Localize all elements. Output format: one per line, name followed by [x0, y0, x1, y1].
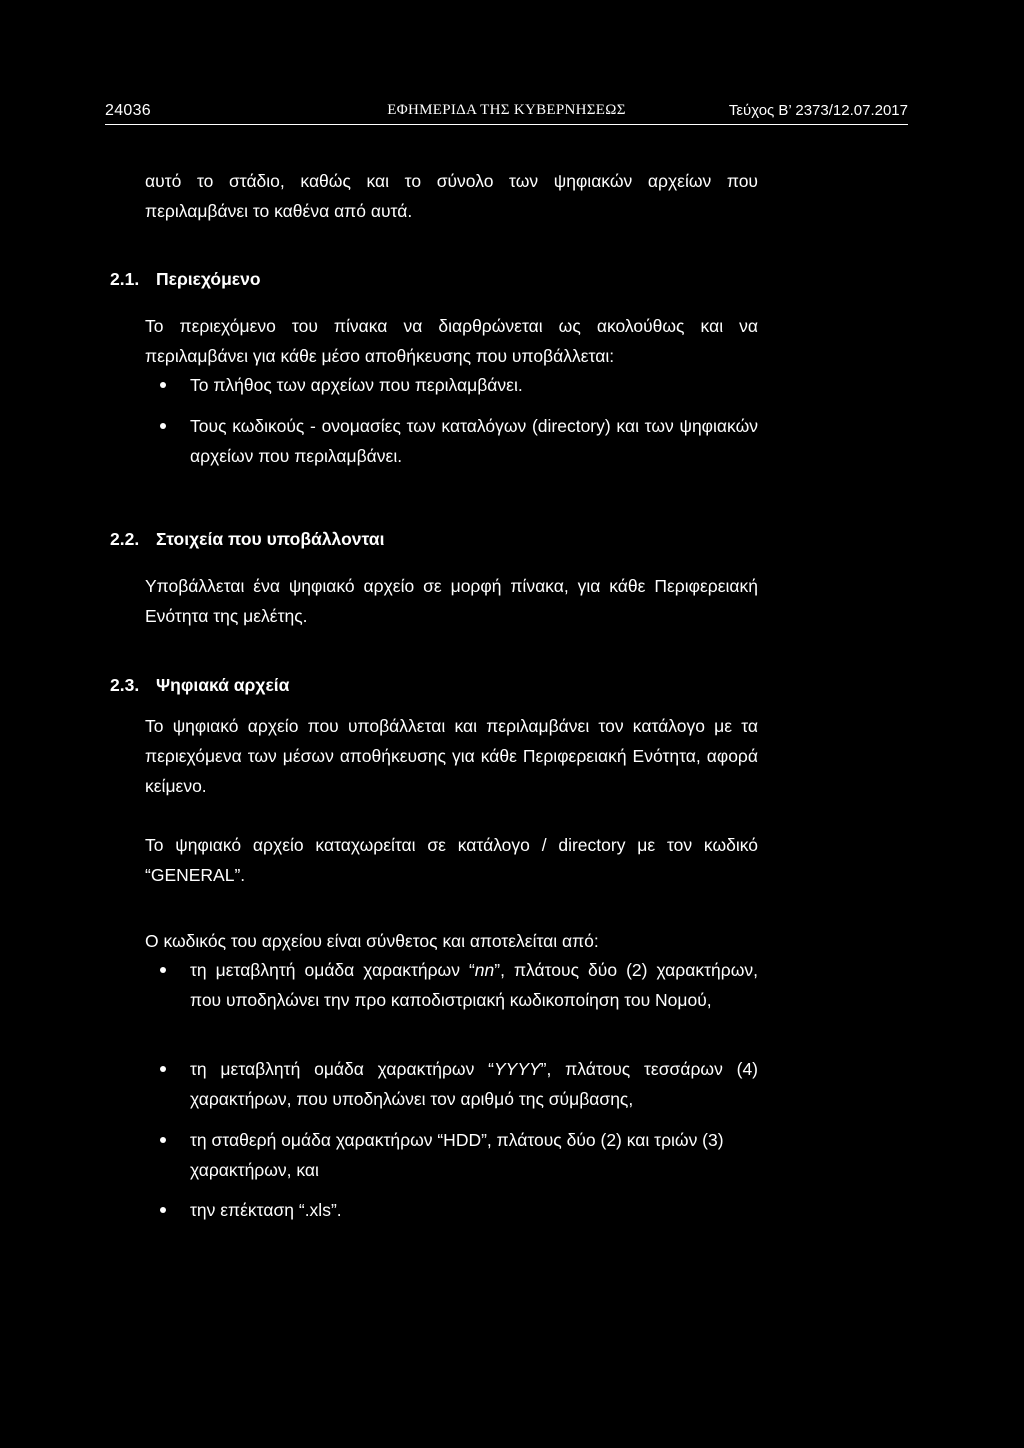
variable-code: YYYY — [493, 1059, 541, 1079]
intro-paragraph: αυτό το στάδιο, καθώς και το σύνολο των ψηφιακών αρχείων που περιλαμβάνει το καθένα από αυτά. — [145, 171, 758, 221]
page-number: 24036 — [105, 102, 151, 119]
list-item-text — [190, 955, 758, 1015]
list-item-text: τη σταθερή ομάδα χαρακτήρων “HDD”, πλάτους δύο (2) και τριών (3) χαρακτήρων, και — [190, 1130, 724, 1180]
issue-info: Τεύχος Β’ 2373/12.07.2017 — [728, 102, 908, 119]
list-item — [160, 1054, 758, 1114]
section-title: Ψηφιακά αρχεία — [156, 675, 290, 695]
list-item-text-part: ”, πλάτους δύο (2) χαρακτήρων, που υποδηλώνει την προ καποδιστριακή κωδικοποίηση του Νομού, — [190, 960, 758, 1010]
section-2-2-paragraph: Υποβάλλεται ένα ψηφιακό αρχείο σε μορφή πίνακα, για κάθε Περιφερειακή Ενότητα της μελέτης. — [145, 576, 758, 626]
list-item — [160, 411, 758, 471]
list-item-text — [190, 1054, 758, 1114]
section-2-2-heading — [110, 524, 384, 554]
list-item-text-part: ”, πλάτους τεσσάρων (4) χαρακτήρων, που υποδηλώνει τον αριθμό της σύμβασης, — [190, 1059, 759, 1109]
bullet-icon — [160, 382, 166, 388]
section-2-3-paragraph-1: Το ψηφιακό αρχείο που υποβάλλεται και περιλαμβάνει τον κατάλογο με τα περιεχόμενα των μέσων αποθήκευσης για κάθε Περιφερειακή Ενότητα, αφορά κείμενο. — [145, 716, 758, 796]
variable-code: nn — [474, 960, 495, 980]
list-item-text: Τους κωδικούς - ονομασίες των καταλόγων (directory) και των ψηφιακών αρχείων που περιλαμβάνει. — [190, 416, 758, 466]
section-number: 2.2. — [110, 529, 140, 549]
list-item-text-part: τη μεταβλητή ομάδα χαρακτήρων “ — [190, 1059, 494, 1079]
bullet-icon — [160, 1207, 166, 1213]
section-2-1-heading — [110, 264, 261, 294]
list-item-text: την επέκταση “.xls”. — [190, 1200, 342, 1220]
section-2-3-paragraph-3: Ο κωδικός του αρχείου είναι σύνθετος και αποτελείται από: — [145, 931, 599, 951]
bullet-icon — [160, 967, 166, 973]
list-item — [160, 370, 758, 400]
section-title: Περιεχόμενο — [156, 269, 261, 289]
list-item — [160, 1125, 758, 1185]
section-title: Στοιχεία που υποβάλλονται — [156, 529, 385, 549]
bullet-icon — [160, 423, 166, 429]
section-2-3-paragraph-2: Το ψηφιακό αρχείο καταχωρείται σε κατάλογο / directory με τον κωδικό “GENERAL”. — [145, 835, 758, 885]
section-2-1-paragraph: Το περιεχόμενο του πίνακα να διαρθρώνεται ως ακολούθως και να περιλαμβάνει για κάθε μέσο αποθήκευσης που υποβάλλεται: — [145, 316, 758, 366]
list-item — [160, 1195, 758, 1225]
list-item-text: Το πλήθος των αρχείων που περιλαμβάνει. — [190, 375, 523, 395]
list-item — [160, 955, 758, 1015]
journal-title: ΕΦΗΜΕΡΙΔΑ ΤΗΣ ΚΥΒΕΡΝΗΣΕΩΣ — [387, 102, 626, 118]
page-header — [105, 100, 908, 125]
section-2-3-heading — [110, 670, 289, 700]
section-number: 2.3. — [110, 675, 140, 695]
bullet-icon — [160, 1137, 166, 1143]
section-number: 2.1. — [110, 269, 140, 289]
bullet-icon — [160, 1066, 166, 1072]
list-item-text-part: τη μεταβλητή ομάδα χαρακτήρων “ — [190, 960, 475, 980]
